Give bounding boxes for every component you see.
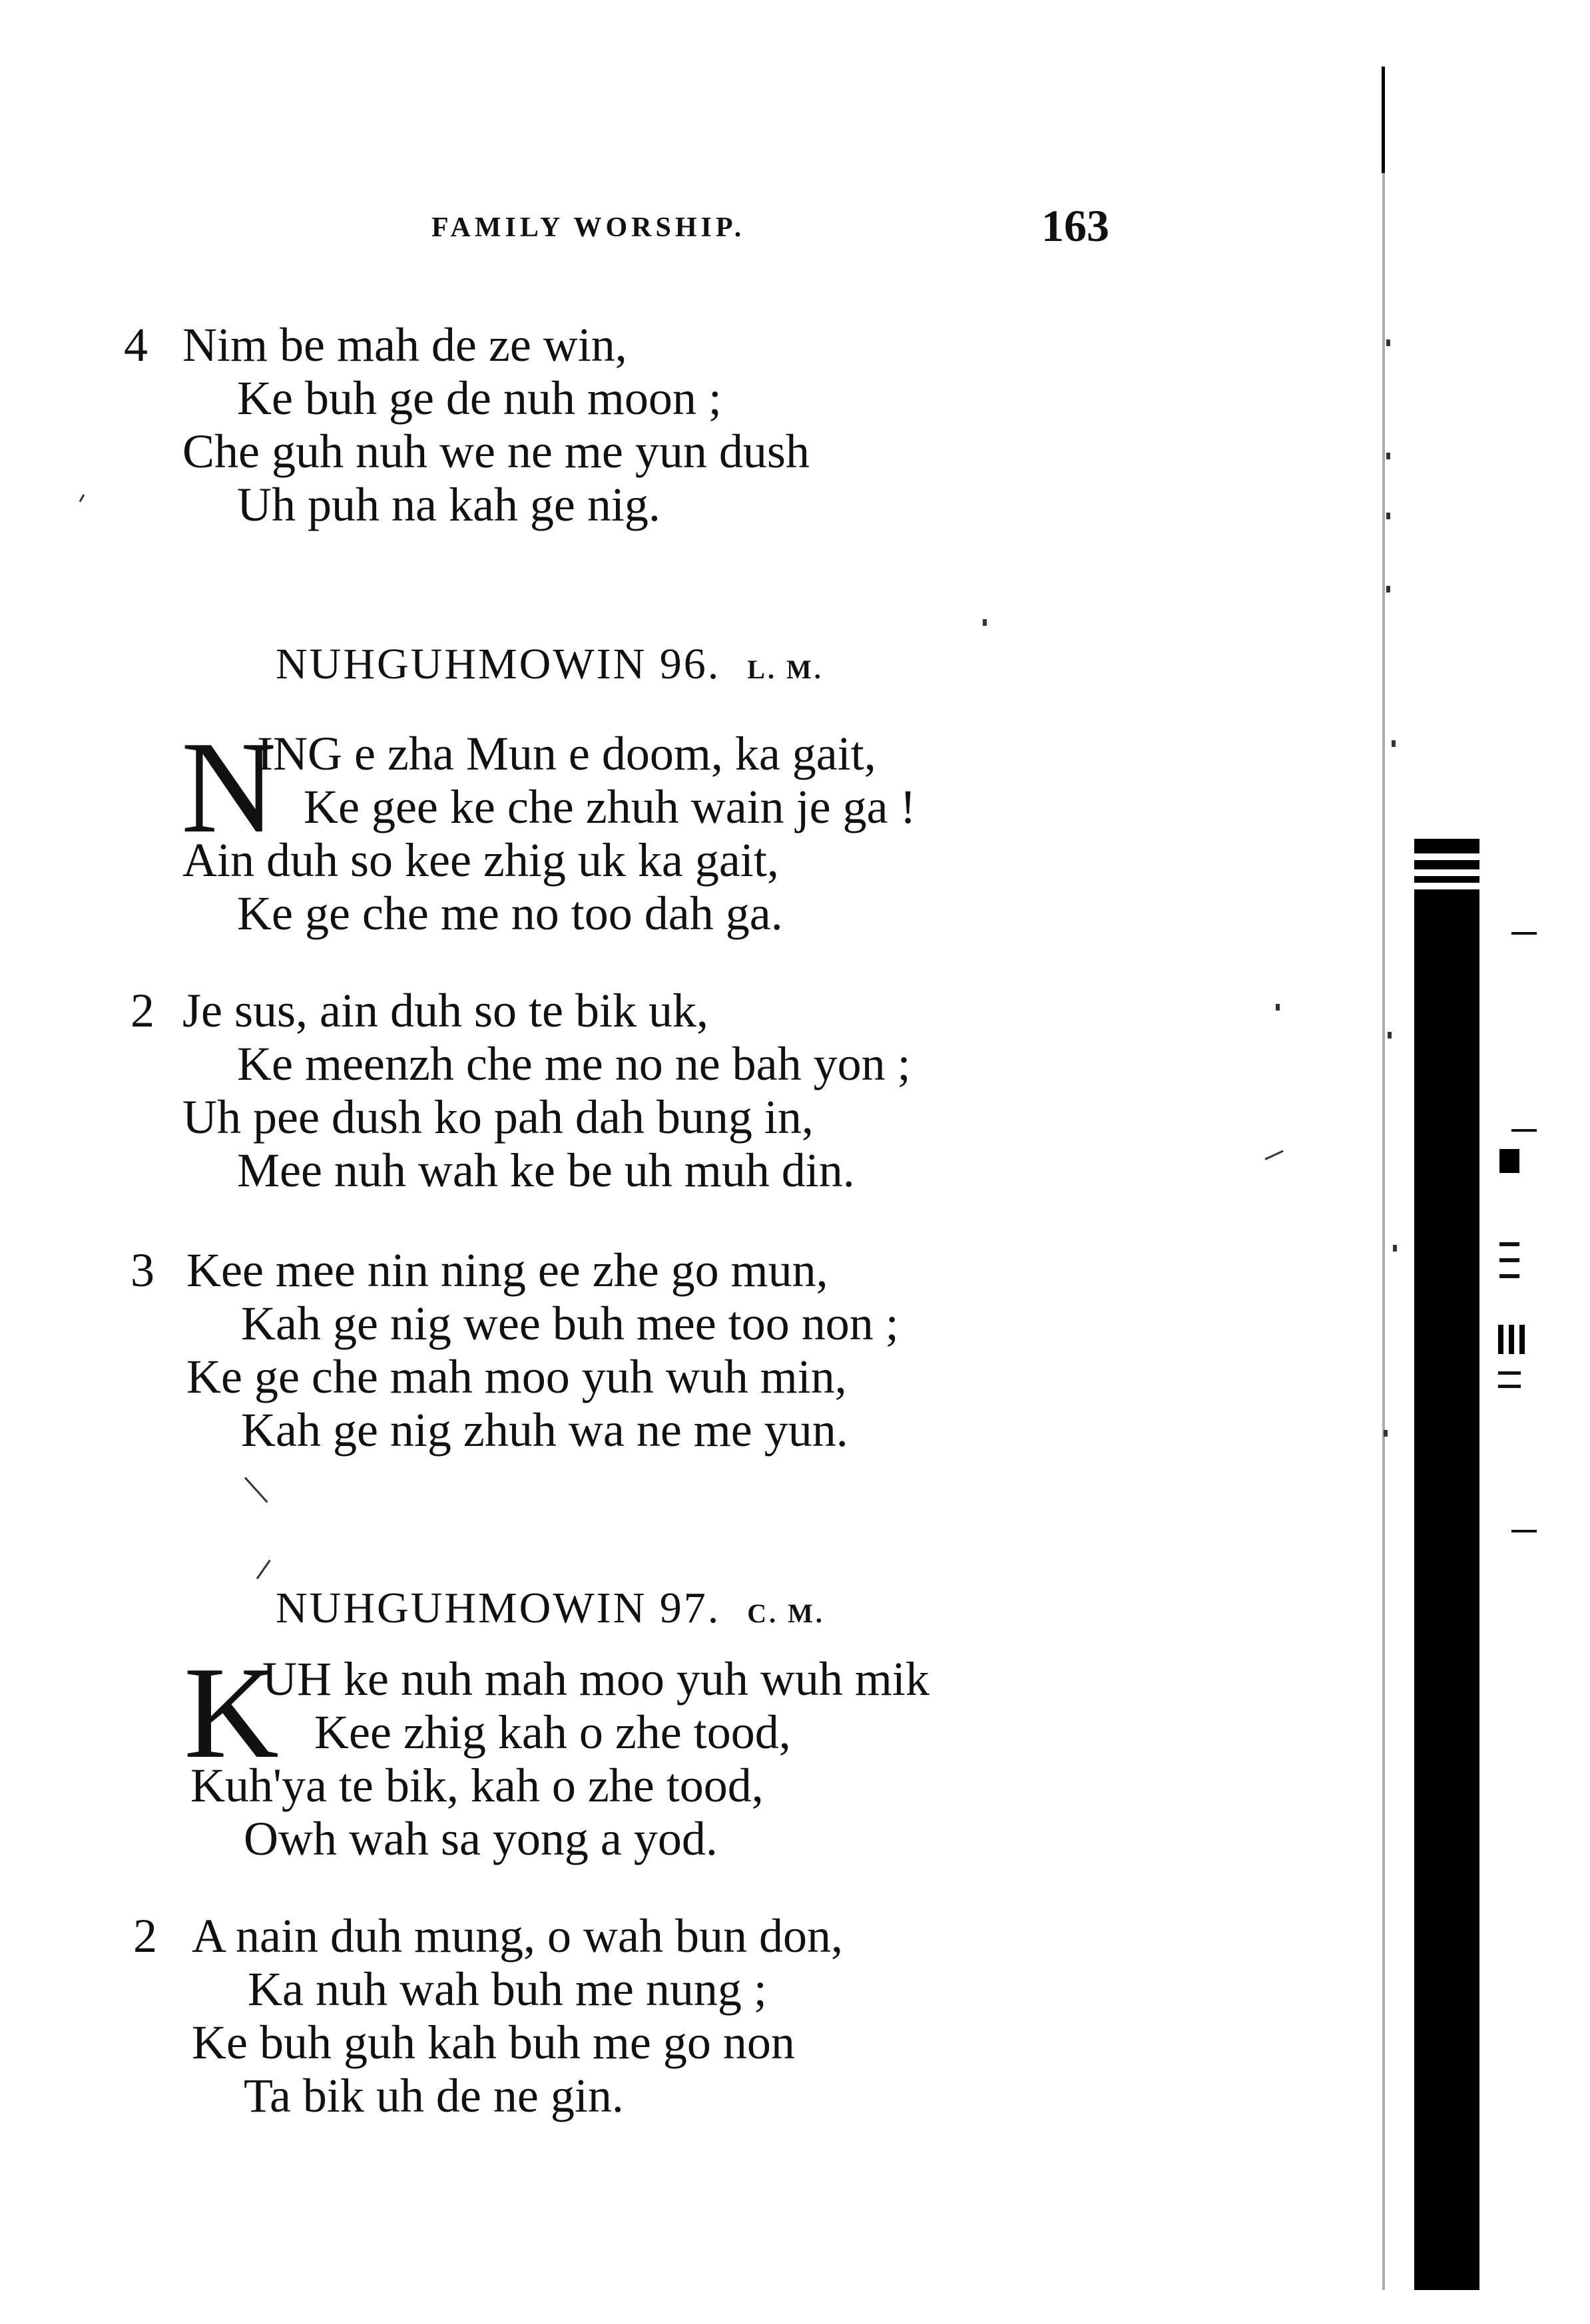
verse-line: Ke meenzh che me no ne bah yon ;	[237, 1037, 911, 1090]
verse-line: Ke buh guh kah buh me go non	[192, 2016, 795, 2069]
verse-line: Ta bik uh de ne gin.	[244, 2069, 624, 2122]
running-title: FAMILY WORSHIP.	[431, 212, 746, 243]
verse-line: Ke ge che mah moo yuh wuh min,	[186, 1350, 847, 1403]
scan-scratch	[79, 494, 85, 502]
verse-line: Nim be mah de ze win,	[182, 318, 627, 371]
scan-speck	[1386, 513, 1390, 519]
verse-line: Uh pee dush ko pah dah bung in,	[182, 1090, 814, 1144]
scan-scratch	[256, 1560, 271, 1580]
scan-speck	[1386, 340, 1390, 346]
scan-scratch	[1264, 1150, 1283, 1160]
verse-line: Kee zhig kah o zhe tood,	[314, 1706, 791, 1759]
verse-line: Ka nuh wah buh me nung ;	[248, 1963, 767, 2016]
verse-line: Kee mee nin ning ee zhe go mun,	[186, 1244, 828, 1297]
hymn-meter: C. M.	[747, 1598, 825, 1628]
scan-speck	[1388, 1032, 1392, 1039]
scan-tick-mark	[1498, 1371, 1521, 1375]
drop-capital: K	[184, 1640, 279, 1785]
hymn-title	[276, 639, 824, 690]
verse-line: ING e zha Mun e doom, ka gait,	[257, 727, 876, 780]
scan-speck	[983, 619, 987, 626]
verse-line: Kah ge nig zhuh wa ne me yun.	[241, 1403, 848, 1457]
scan-block-mark	[1509, 1325, 1514, 1354]
scan-tick-mark	[1511, 932, 1537, 935]
scan-tick-mark	[1499, 1242, 1519, 1246]
drop-capital: N	[181, 714, 276, 860]
scan-speck	[1384, 1430, 1388, 1437]
verse-line: Kah ge nig wee buh mee too non ;	[241, 1297, 899, 1350]
verse-line: Ke ge che me no too dah ga.	[237, 887, 783, 940]
verse-number: 2	[131, 984, 154, 1037]
scan-speck	[1393, 1245, 1397, 1252]
scan-edge-line	[1382, 173, 1385, 2290]
scan-block-mark	[1498, 1325, 1503, 1354]
verse-line: Kuh'ya te bik, kah o zhe tood,	[190, 1759, 764, 1812]
verse-line: Ke buh ge de nuh moon ;	[237, 371, 722, 425]
verse-line: Je sus, ain duh so te bik uk,	[182, 984, 708, 1037]
scan-speck	[1392, 740, 1396, 747]
hymn-number-label: NUHGUHMOWIN 97.	[276, 1584, 721, 1632]
scan-speck	[1386, 586, 1390, 592]
verse-line: Owh wah sa yong a yod.	[244, 1812, 718, 1865]
verse-line: Che guh nuh we ne me yun dush	[182, 425, 810, 478]
verse-number: 4	[124, 318, 148, 371]
scan-block-mark	[1519, 1325, 1525, 1354]
verse-line: Uh puh na kah ge nig.	[237, 478, 661, 531]
verse-line: Ke gee ke che zhuh wain je ga !	[304, 780, 916, 833]
scan-speck	[1276, 1004, 1280, 1011]
scan-tick-mark	[1499, 1258, 1519, 1262]
page-number: 163	[1041, 200, 1109, 251]
verse-line: Mee nuh wah ke be uh muh din.	[237, 1144, 855, 1197]
hymn-title	[276, 1583, 825, 1634]
scan-edge-line	[1382, 67, 1385, 173]
scan-binding-bar	[1414, 839, 1479, 2290]
verse-line: Ain duh so kee zhig uk ka gait,	[182, 833, 779, 887]
verse-line: UH ke nuh mah moo yuh wuh mik	[262, 1652, 929, 1706]
scan-block-mark	[1499, 1149, 1519, 1173]
scan-tick-mark	[1499, 1274, 1519, 1278]
scan-scratch	[244, 1477, 268, 1503]
verse-number: 2	[133, 1909, 157, 1963]
hymn-number-label: NUHGUHMOWIN 96.	[276, 640, 721, 688]
scan-tick-mark	[1511, 1530, 1537, 1532]
verse-number: 3	[131, 1244, 154, 1297]
scan-tick-mark	[1511, 1129, 1537, 1132]
scan-speck	[1386, 453, 1390, 459]
scan-tick-mark	[1498, 1385, 1521, 1388]
verse-line: A nain duh mung, o wah bun don,	[192, 1909, 843, 1963]
hymn-meter: L. M.	[747, 654, 824, 684]
